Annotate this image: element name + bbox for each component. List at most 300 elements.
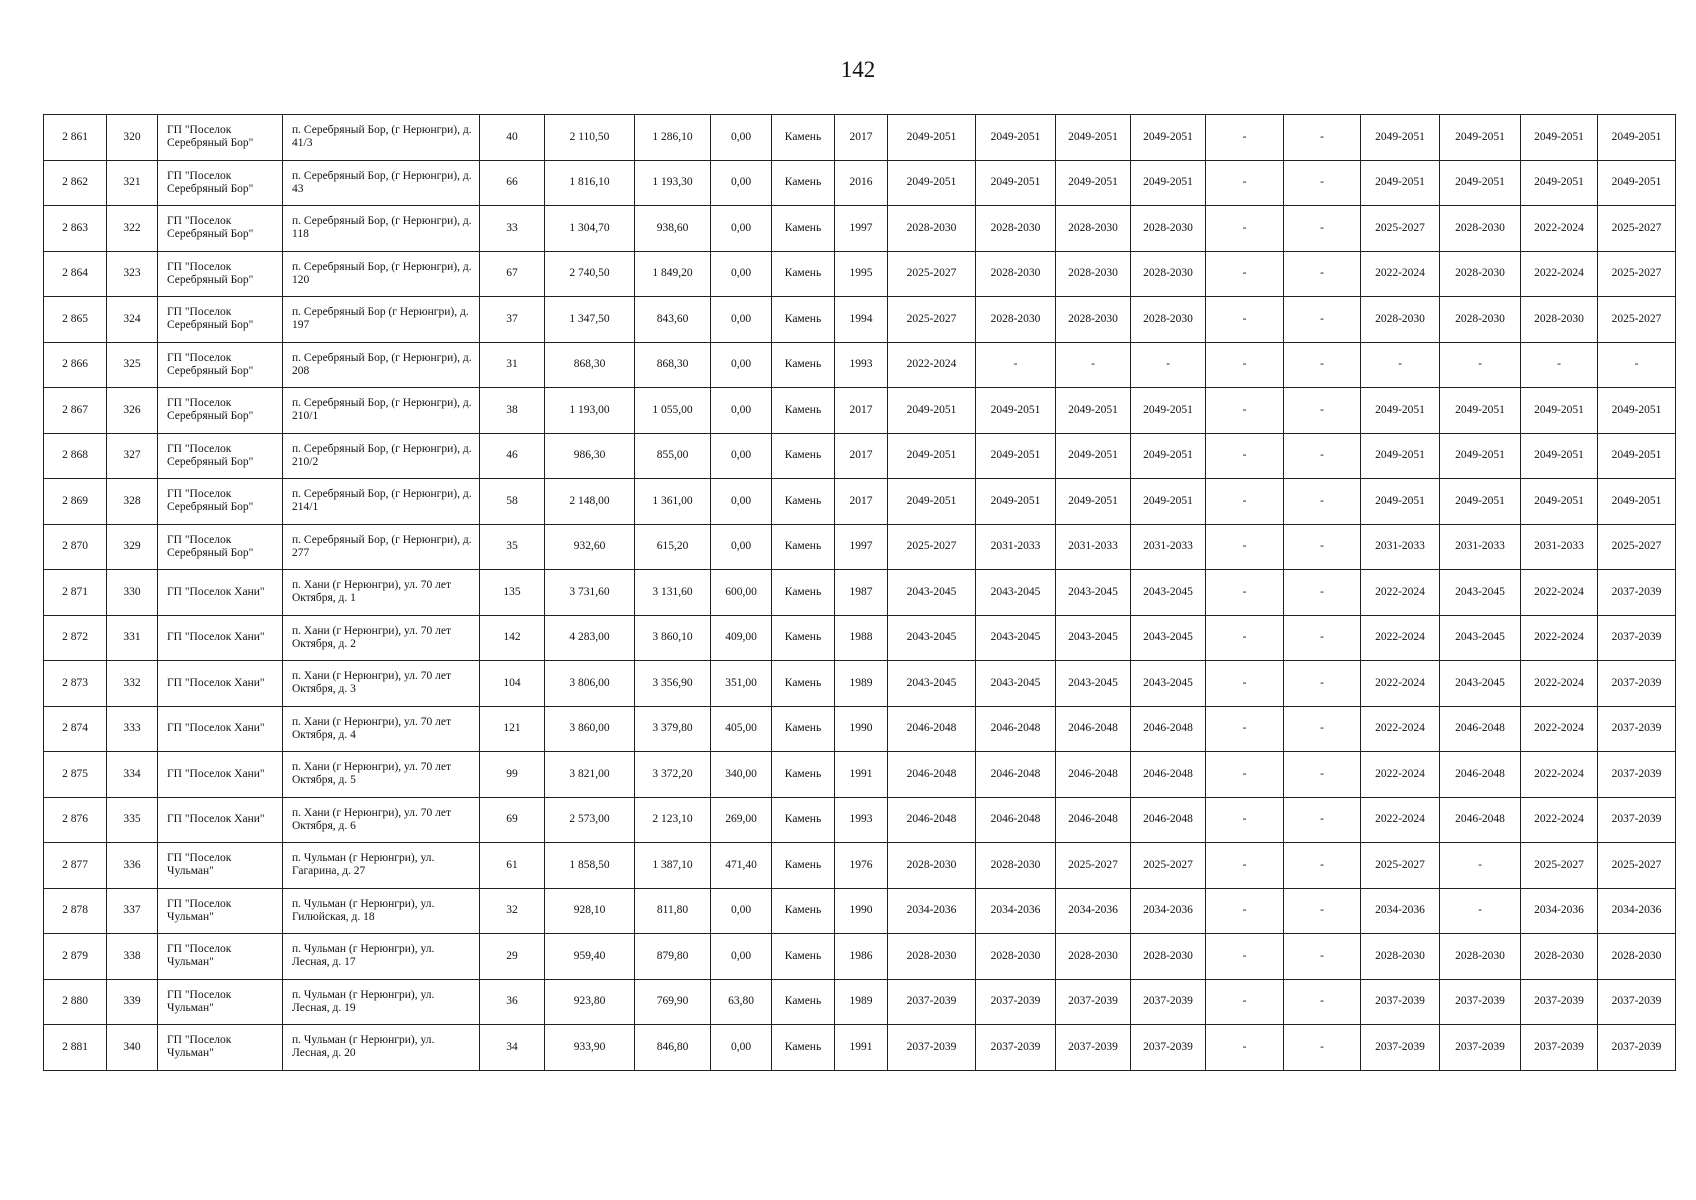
period-cell: - — [1206, 115, 1284, 161]
period-cell: - — [1206, 251, 1284, 297]
period-cell: 2049-2051 — [1521, 115, 1598, 161]
table-row — [44, 570, 1676, 616]
period-cell: 2022-2024 — [1521, 661, 1598, 707]
period-cell: 2049-2051 — [1440, 160, 1521, 206]
settlement-cell: ГП "Поселок Серебряный Бор" — [158, 251, 283, 297]
settlement-cell: ГП "Поселок Чульман" — [158, 843, 283, 889]
period-cell: 2034-2036 — [1131, 888, 1206, 934]
period-cell: - — [1284, 115, 1361, 161]
period-cell: 2025-2027 — [1131, 843, 1206, 889]
table-row — [44, 615, 1676, 661]
period-cell: 2049-2051 — [1598, 433, 1676, 479]
area-cell: 104 — [480, 661, 545, 707]
period-cell: - — [1284, 433, 1361, 479]
settlement-cell: ГП "Поселок Чульман" — [158, 979, 283, 1025]
wall-material-cell: Камень — [772, 1025, 835, 1071]
wall-material-cell: Камень — [772, 342, 835, 388]
residential-area-cell: 3 379,80 — [635, 706, 711, 752]
period-cell: - — [976, 342, 1056, 388]
item-number-cell: 328 — [107, 479, 158, 525]
residential-area-cell: 3 131,60 — [635, 570, 711, 616]
table-row — [44, 797, 1676, 843]
area-cell: 66 — [480, 160, 545, 206]
table-row — [44, 934, 1676, 980]
period-cell: - — [1284, 160, 1361, 206]
settlement-cell: ГП "Поселок Хани" — [158, 661, 283, 707]
settlement-cell: ГП "Поселок Серебряный Бор" — [158, 524, 283, 570]
period-cell: 2022-2024 — [1361, 615, 1440, 661]
total-area-cell: 3 806,00 — [545, 661, 635, 707]
period-cell: 2034-2036 — [1361, 888, 1440, 934]
address-cell: п. Серебряный Бор (г Нерюнгри), д. 197 — [283, 297, 480, 343]
nonresidential-area-cell: 409,00 — [711, 615, 772, 661]
period-cell: - — [1284, 1025, 1361, 1071]
period-cell: 2037-2039 — [976, 1025, 1056, 1071]
period-cell: 2043-2045 — [1056, 615, 1131, 661]
period-cell: 2046-2048 — [1440, 797, 1521, 843]
nonresidential-area-cell: 405,00 — [711, 706, 772, 752]
area-cell: 61 — [480, 843, 545, 889]
total-area-cell: 932,60 — [545, 524, 635, 570]
period-cell: - — [1206, 479, 1284, 525]
item-number-cell: 325 — [107, 342, 158, 388]
settlement-cell: ГП "Поселок Серебряный Бор" — [158, 297, 283, 343]
wall-material-cell: Камень — [772, 615, 835, 661]
period-cell: 2049-2051 — [1521, 433, 1598, 479]
period-cell: 2022-2024 — [1361, 706, 1440, 752]
period-cell: 2031-2033 — [1440, 524, 1521, 570]
residential-area-cell: 3 356,90 — [635, 661, 711, 707]
period-cell: - — [1284, 752, 1361, 798]
build-year-cell: 1994 — [835, 297, 888, 343]
period-cell: 2025-2027 — [1598, 524, 1676, 570]
period-cell: 2022-2024 — [1361, 570, 1440, 616]
residential-area-cell: 3 860,10 — [635, 615, 711, 661]
settlement-cell: ГП "Поселок Хани" — [158, 570, 283, 616]
period-cell: 2028-2030 — [1056, 251, 1131, 297]
period-cell: 2049-2051 — [1056, 115, 1131, 161]
period-cell: 2028-2030 — [1521, 297, 1598, 343]
period-cell: - — [1598, 342, 1676, 388]
build-year-cell: 2017 — [835, 115, 888, 161]
period-cell: - — [1284, 843, 1361, 889]
period-cell: 2025-2027 — [1598, 843, 1676, 889]
period-cell: 2049-2051 — [976, 433, 1056, 479]
period-cell: 2022-2024 — [1361, 251, 1440, 297]
period-cell: 2046-2048 — [976, 706, 1056, 752]
build-year-cell: 1990 — [835, 888, 888, 934]
total-area-cell: 933,90 — [545, 1025, 635, 1071]
period-cell: 2049-2051 — [1598, 388, 1676, 434]
period-cell: 2025-2027 — [1598, 297, 1676, 343]
total-area-cell: 1 347,50 — [545, 297, 635, 343]
address-cell: п. Хани (г Нерюнгри), ул. 70 лет Октября, д. 5 — [283, 752, 480, 798]
period-cell: - — [1206, 615, 1284, 661]
row-number-cell: 2 873 — [44, 661, 107, 707]
period-cell: 2043-2045 — [1131, 661, 1206, 707]
period-cell: 2037-2039 — [1598, 570, 1676, 616]
residential-area-cell: 1 387,10 — [635, 843, 711, 889]
period-cell: - — [1206, 934, 1284, 980]
row-number-cell: 2 872 — [44, 615, 107, 661]
area-cell: 40 — [480, 115, 545, 161]
period-cell: - — [1440, 342, 1521, 388]
period-cell: 2046-2048 — [888, 752, 976, 798]
wall-material-cell: Камень — [772, 570, 835, 616]
period-cell: 2028-2030 — [976, 843, 1056, 889]
build-year-cell: 1993 — [835, 342, 888, 388]
item-number-cell: 326 — [107, 388, 158, 434]
period-cell: 2049-2051 — [888, 433, 976, 479]
period-cell: - — [1206, 570, 1284, 616]
table-row — [44, 388, 1676, 434]
total-area-cell: 2 740,50 — [545, 251, 635, 297]
table-row — [44, 433, 1676, 479]
nonresidential-area-cell: 0,00 — [711, 115, 772, 161]
table-row — [44, 160, 1676, 206]
period-cell: 2049-2051 — [1056, 433, 1131, 479]
table-row — [44, 297, 1676, 343]
period-cell: 2049-2051 — [888, 388, 976, 434]
row-number-cell: 2 869 — [44, 479, 107, 525]
table-row — [44, 115, 1676, 161]
residential-area-cell: 855,00 — [635, 433, 711, 479]
table-row — [44, 843, 1676, 889]
row-number-cell: 2 861 — [44, 115, 107, 161]
period-cell: 2049-2051 — [1131, 433, 1206, 479]
area-cell: 99 — [480, 752, 545, 798]
wall-material-cell: Камень — [772, 206, 835, 252]
period-cell: 2046-2048 — [888, 797, 976, 843]
period-cell: 2043-2045 — [1056, 570, 1131, 616]
period-cell: 2031-2033 — [1056, 524, 1131, 570]
period-cell: - — [1206, 388, 1284, 434]
period-cell: 2022-2024 — [1521, 251, 1598, 297]
period-cell: 2037-2039 — [1598, 752, 1676, 798]
period-cell: 2043-2045 — [976, 615, 1056, 661]
period-cell: 2037-2039 — [1131, 979, 1206, 1025]
row-number-cell: 2 866 — [44, 342, 107, 388]
build-year-cell: 1986 — [835, 934, 888, 980]
build-year-cell: 2017 — [835, 433, 888, 479]
period-cell: 2049-2051 — [976, 115, 1056, 161]
nonresidential-area-cell: 600,00 — [711, 570, 772, 616]
period-cell: 2049-2051 — [976, 160, 1056, 206]
table-row — [44, 524, 1676, 570]
period-cell: 2028-2030 — [1056, 934, 1131, 980]
period-cell: 2049-2051 — [1440, 115, 1521, 161]
build-year-cell: 1991 — [835, 752, 888, 798]
period-cell: 2028-2030 — [888, 934, 976, 980]
period-cell: 2028-2030 — [1131, 297, 1206, 343]
period-cell: 2028-2030 — [1361, 297, 1440, 343]
period-cell: 2043-2045 — [1131, 615, 1206, 661]
address-cell: п. Чульман (г Нерюнгри), ул. Гагарина, д. 27 — [283, 843, 480, 889]
address-cell: п. Хани (г Нерюнгри), ул. 70 лет Октября, д. 3 — [283, 661, 480, 707]
item-number-cell: 322 — [107, 206, 158, 252]
period-cell: - — [1284, 251, 1361, 297]
period-cell: - — [1206, 524, 1284, 570]
period-cell: - — [1361, 342, 1440, 388]
row-number-cell: 2 867 — [44, 388, 107, 434]
address-cell: п. Чульман (г Нерюнгри), ул. Лесная, д. 20 — [283, 1025, 480, 1071]
nonresidential-area-cell: 63,80 — [711, 979, 772, 1025]
area-cell: 29 — [480, 934, 545, 980]
row-number-cell: 2 881 — [44, 1025, 107, 1071]
build-year-cell: 1997 — [835, 206, 888, 252]
period-cell: 2028-2030 — [1131, 251, 1206, 297]
nonresidential-area-cell: 0,00 — [711, 388, 772, 434]
table-row — [44, 752, 1676, 798]
period-cell: 2028-2030 — [1131, 206, 1206, 252]
period-cell: 2034-2036 — [1598, 888, 1676, 934]
period-cell: 2022-2024 — [1361, 797, 1440, 843]
wall-material-cell: Камень — [772, 843, 835, 889]
residential-area-cell: 1 849,20 — [635, 251, 711, 297]
period-cell: - — [1284, 479, 1361, 525]
residential-area-cell: 2 123,10 — [635, 797, 711, 843]
period-cell: 2034-2036 — [1056, 888, 1131, 934]
period-cell: 2043-2045 — [1440, 615, 1521, 661]
period-cell: 2025-2027 — [888, 297, 976, 343]
period-cell: 2028-2030 — [1056, 206, 1131, 252]
period-cell: 2025-2027 — [1361, 206, 1440, 252]
row-number-cell: 2 880 — [44, 979, 107, 1025]
period-cell: - — [1206, 342, 1284, 388]
item-number-cell: 323 — [107, 251, 158, 297]
nonresidential-area-cell: 0,00 — [711, 160, 772, 206]
nonresidential-area-cell: 0,00 — [711, 297, 772, 343]
settlement-cell: ГП "Поселок Хани" — [158, 706, 283, 752]
period-cell: 2028-2030 — [976, 251, 1056, 297]
period-cell: 2046-2048 — [1056, 797, 1131, 843]
item-number-cell: 324 — [107, 297, 158, 343]
period-cell: 2049-2051 — [1056, 160, 1131, 206]
period-cell: 2031-2033 — [1131, 524, 1206, 570]
residential-area-cell: 879,80 — [635, 934, 711, 980]
period-cell: - — [1284, 342, 1361, 388]
wall-material-cell: Камень — [772, 979, 835, 1025]
area-cell: 67 — [480, 251, 545, 297]
item-number-cell: 327 — [107, 433, 158, 479]
area-cell: 35 — [480, 524, 545, 570]
period-cell: 2028-2030 — [976, 206, 1056, 252]
period-cell: 2028-2030 — [1056, 297, 1131, 343]
period-cell: - — [1206, 433, 1284, 479]
nonresidential-area-cell: 340,00 — [711, 752, 772, 798]
period-cell: 2037-2039 — [888, 1025, 976, 1071]
area-cell: 121 — [480, 706, 545, 752]
wall-material-cell: Камень — [772, 115, 835, 161]
total-area-cell: 3 821,00 — [545, 752, 635, 798]
address-cell: п. Серебряный Бор, (г Нерюнгри), д. 210/2 — [283, 433, 480, 479]
period-cell: 2037-2039 — [1598, 979, 1676, 1025]
address-cell: п. Серебряный Бор, (г Нерюнгри), д. 118 — [283, 206, 480, 252]
period-cell: - — [1284, 615, 1361, 661]
row-number-cell: 2 868 — [44, 433, 107, 479]
period-cell: 2037-2039 — [1521, 979, 1598, 1025]
total-area-cell: 986,30 — [545, 433, 635, 479]
period-cell: 2049-2051 — [1056, 479, 1131, 525]
item-number-cell: 339 — [107, 979, 158, 1025]
residential-area-cell: 843,60 — [635, 297, 711, 343]
period-cell: 2049-2051 — [1361, 160, 1440, 206]
table-row — [44, 251, 1676, 297]
period-cell: - — [1521, 342, 1598, 388]
table-row — [44, 888, 1676, 934]
nonresidential-area-cell: 0,00 — [711, 934, 772, 980]
total-area-cell: 1 193,00 — [545, 388, 635, 434]
period-cell: 2022-2024 — [1361, 752, 1440, 798]
settlement-cell: ГП "Поселок Серебряный Бор" — [158, 479, 283, 525]
wall-material-cell: Камень — [772, 797, 835, 843]
period-cell: 2046-2048 — [1440, 706, 1521, 752]
period-cell: 2049-2051 — [1521, 160, 1598, 206]
settlement-cell: ГП "Поселок Чульман" — [158, 1025, 283, 1071]
period-cell: 2043-2045 — [1440, 661, 1521, 707]
item-number-cell: 320 — [107, 115, 158, 161]
row-number-cell: 2 876 — [44, 797, 107, 843]
period-cell: 2031-2033 — [1361, 524, 1440, 570]
residential-area-cell: 868,30 — [635, 342, 711, 388]
build-year-cell: 1988 — [835, 615, 888, 661]
period-cell: 2028-2030 — [1440, 934, 1521, 980]
wall-material-cell: Камень — [772, 524, 835, 570]
nonresidential-area-cell: 351,00 — [711, 661, 772, 707]
build-year-cell: 1991 — [835, 1025, 888, 1071]
period-cell: 2028-2030 — [888, 206, 976, 252]
period-cell: - — [1206, 1025, 1284, 1071]
wall-material-cell: Камень — [772, 433, 835, 479]
period-cell: 2028-2030 — [976, 297, 1056, 343]
address-cell: п. Хани (г Нерюнгри), ул. 70 лет Октября, д. 2 — [283, 615, 480, 661]
table-row — [44, 206, 1676, 252]
area-cell: 135 — [480, 570, 545, 616]
row-number-cell: 2 862 — [44, 160, 107, 206]
area-cell: 38 — [480, 388, 545, 434]
period-cell: 2037-2039 — [888, 979, 976, 1025]
period-cell: - — [1284, 661, 1361, 707]
settlement-cell: ГП "Поселок Чульман" — [158, 888, 283, 934]
period-cell: 2049-2051 — [976, 479, 1056, 525]
wall-material-cell: Камень — [772, 160, 835, 206]
item-number-cell: 330 — [107, 570, 158, 616]
build-year-cell: 2017 — [835, 479, 888, 525]
wall-material-cell: Камень — [772, 251, 835, 297]
total-area-cell: 923,80 — [545, 979, 635, 1025]
period-cell: 2043-2045 — [976, 661, 1056, 707]
address-cell: п. Серебряный Бор, (г Нерюнгри), д. 41/3 — [283, 115, 480, 161]
build-year-cell: 2016 — [835, 160, 888, 206]
period-cell: 2037-2039 — [1598, 797, 1676, 843]
period-cell: 2043-2045 — [1056, 661, 1131, 707]
settlement-cell: ГП "Поселок Хани" — [158, 752, 283, 798]
period-cell: 2049-2051 — [1598, 160, 1676, 206]
settlement-cell: ГП "Поселок Серебряный Бор" — [158, 433, 283, 479]
residential-area-cell: 1 286,10 — [635, 115, 711, 161]
item-number-cell: 340 — [107, 1025, 158, 1071]
residential-area-cell: 846,80 — [635, 1025, 711, 1071]
period-cell: 2049-2051 — [1131, 479, 1206, 525]
residential-area-cell: 1 055,00 — [635, 388, 711, 434]
row-number-cell: 2 875 — [44, 752, 107, 798]
period-cell: 2043-2045 — [1440, 570, 1521, 616]
period-cell: - — [1284, 570, 1361, 616]
period-cell: 2034-2036 — [976, 888, 1056, 934]
build-year-cell: 1987 — [835, 570, 888, 616]
period-cell: 2049-2051 — [1131, 115, 1206, 161]
settlement-cell: ГП "Поселок Чульман" — [158, 934, 283, 980]
period-cell: 2022-2024 — [1521, 570, 1598, 616]
total-area-cell: 2 148,00 — [545, 479, 635, 525]
period-cell: 2043-2045 — [888, 570, 976, 616]
total-area-cell: 1 858,50 — [545, 843, 635, 889]
item-number-cell: 333 — [107, 706, 158, 752]
item-number-cell: 335 — [107, 797, 158, 843]
settlement-cell: ГП "Поселок Хани" — [158, 797, 283, 843]
period-cell: - — [1056, 342, 1131, 388]
wall-material-cell: Камень — [772, 934, 835, 980]
period-cell: 2028-2030 — [1440, 297, 1521, 343]
period-cell: 2037-2039 — [1521, 1025, 1598, 1071]
period-cell: 2025-2027 — [1361, 843, 1440, 889]
period-cell: 2031-2033 — [1521, 524, 1598, 570]
period-cell: 2049-2051 — [1131, 160, 1206, 206]
period-cell: 2043-2045 — [888, 615, 976, 661]
row-number-cell: 2 870 — [44, 524, 107, 570]
period-cell: - — [1440, 888, 1521, 934]
period-cell: 2049-2051 — [888, 115, 976, 161]
nonresidential-area-cell: 269,00 — [711, 797, 772, 843]
area-cell: 37 — [480, 297, 545, 343]
period-cell: 2028-2030 — [976, 934, 1056, 980]
period-cell: - — [1206, 206, 1284, 252]
period-cell: - — [1206, 797, 1284, 843]
period-cell: 2049-2051 — [976, 388, 1056, 434]
total-area-cell: 928,10 — [545, 888, 635, 934]
period-cell: 2022-2024 — [1521, 752, 1598, 798]
residential-area-cell: 3 372,20 — [635, 752, 711, 798]
period-cell: 2022-2024 — [1521, 797, 1598, 843]
period-cell: 2046-2048 — [976, 752, 1056, 798]
residential-area-cell: 1 361,00 — [635, 479, 711, 525]
period-cell: 2049-2051 — [1521, 388, 1598, 434]
item-number-cell: 321 — [107, 160, 158, 206]
period-cell: 2022-2024 — [1521, 706, 1598, 752]
area-cell: 69 — [480, 797, 545, 843]
total-area-cell: 2 110,50 — [545, 115, 635, 161]
wall-material-cell: Камень — [772, 661, 835, 707]
nonresidential-area-cell: 0,00 — [711, 524, 772, 570]
period-cell: 2037-2039 — [1131, 1025, 1206, 1071]
area-cell: 36 — [480, 979, 545, 1025]
period-cell: 2028-2030 — [888, 843, 976, 889]
period-cell: 2034-2036 — [1521, 888, 1598, 934]
table-row — [44, 661, 1676, 707]
period-cell: 2034-2036 — [888, 888, 976, 934]
period-cell: 2037-2039 — [1361, 1025, 1440, 1071]
item-number-cell: 334 — [107, 752, 158, 798]
nonresidential-area-cell: 0,00 — [711, 433, 772, 479]
total-area-cell: 1 304,70 — [545, 206, 635, 252]
period-cell: 2049-2051 — [1521, 479, 1598, 525]
period-cell: 2037-2039 — [1598, 706, 1676, 752]
total-area-cell: 868,30 — [545, 342, 635, 388]
area-cell: 58 — [480, 479, 545, 525]
period-cell: 2022-2024 — [1521, 615, 1598, 661]
period-cell: 2049-2051 — [1440, 433, 1521, 479]
period-cell: 2049-2051 — [888, 479, 976, 525]
